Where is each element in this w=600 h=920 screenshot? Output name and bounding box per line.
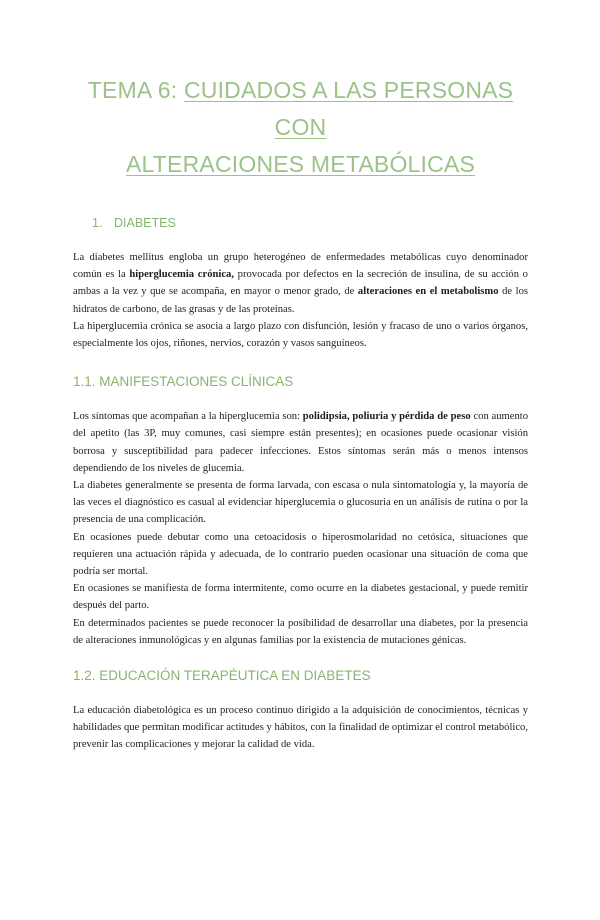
page-title	[73, 72, 528, 183]
paragraph: La diabetes mellitus engloba un grupo heterogéneo de enfermedades metabólicas cuyo denominador común es la hiperglucemia crónica, provocada por defectos en la secreción de insulina, de su acción o ambas a la vez y que se acompaña, en mayor o menor grado, de alteraciones en el metabolismo de los hidratos de carbono, de las grasas y de las proteínas.	[73, 252, 529, 315]
section-1-2-heading: 1.2. EDUCACIÓN TERAPÉUTICA EN DIABETES	[73, 668, 371, 684]
section-1-title: DIABETES	[114, 216, 176, 230]
paragraph: La educación diabetológica es un proceso continuo dirigido a la adquisición de conocimientos, técnicas y habilidades que permitan modificar actitudes y hábitos, con la finalidad de optimizar el control metabólico, prevenir las complicaciones y mejorar la calidad de vida.	[73, 705, 528, 751]
section-1-number: 1.	[92, 216, 103, 230]
section-1-2-body	[73, 702, 528, 754]
section-1-1-body	[73, 408, 528, 649]
paragraph: Los síntomas que acompañan a la hiperglucemia son: polidipsia, poliuria y pérdida de peso con aumento del apetito (las 3P, muy comunes, casi siempre están presentes); en ocasiones puede ocasionar visión borrosa y susceptibilidad para padecer infecciones. Estos síntomas serán más o menos intensos dependiendo de los niveles de glucemia.	[73, 411, 528, 474]
bold-text: polidipsia, poliuria y pérdida de peso	[302, 411, 471, 423]
section-1-body	[73, 249, 528, 352]
bold-text: alteraciones en el metabolismo	[357, 286, 499, 298]
bold-text: hiperglucemia crónica,	[129, 269, 234, 281]
title-prefix: TEMA 6:	[87, 77, 184, 103]
paragraph: La hiperglucemia crónica se asocia a largo plazo con disfunción, lesión y fracaso de uno o varios órganos, especialmente los ojos, riñones, nervios, corazón y vasos sanguíneos.	[73, 320, 528, 350]
section-1-heading	[92, 215, 528, 231]
title-line-1: CUIDADOS A LAS PERSONAS CON	[183, 77, 514, 140]
paragraph: En determinados pacientes se puede reconocer la posibilidad de desarrollar una diabetes, por la presencia de alteraciones inmunológicas y en algunas familias por la existencia de mutaciones génicas.	[73, 617, 528, 646]
document-page	[0, 72, 600, 920]
paragraph: En ocasiones se manifiesta de forma intermitente, como ocurre en la diabetes gestacional, y puede remitir después del parto.	[73, 583, 528, 612]
paragraph: En ocasiones puede debutar como una cetoacidosis o hiperosmolaridad no cetósica, situaciones que requieren una actuación rápida y adecuada, de lo contrario pueden ocasionar una situación de coma que podría ser mortal.	[73, 531, 528, 578]
title-line-2: ALTERACIONES METABÓLICAS	[125, 151, 476, 177]
paragraph: La diabetes generalmente se presenta de forma larvada, con escasa o nula sintomatología y, la mayoría de las veces el diagnóstico es casual al evidenciar hiperglucemia o glucosuria en un análisis de rutina o por la presencia de una complicación.	[73, 480, 528, 526]
section-1-1-heading: 1.1. MANIFESTACIONES CLÍNICAS	[73, 374, 294, 390]
